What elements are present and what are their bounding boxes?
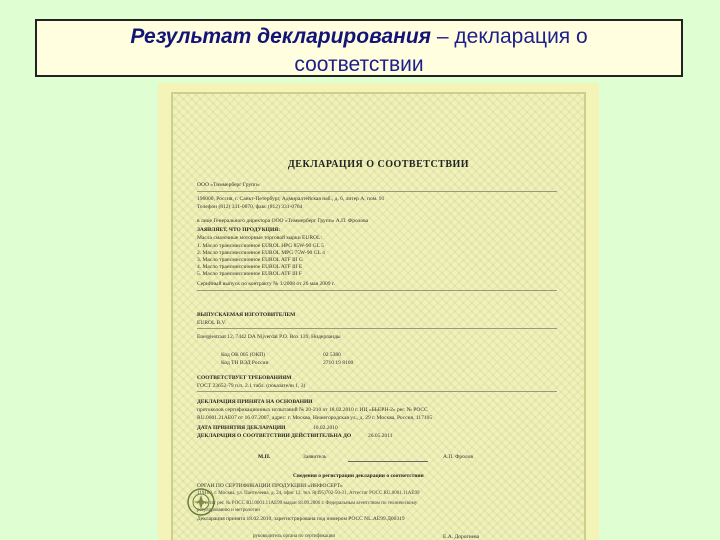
slide-title-rest-line1: декларация о <box>454 25 588 48</box>
company-address: 196000, Россия, г. Санкт-Петербург, Адмиралтейская наб., д. 6, литер А, пом. 91 <box>197 196 385 202</box>
document-heading: ДЕКЛАРАЦИЯ О СООТВЕТСТВИИ <box>287 159 470 170</box>
code-okp-label: Код ОК 005 (ОКП) <box>221 352 266 358</box>
product-item-3: 3. Масло трансмиссионное EUROL ATF III G <box>197 257 303 263</box>
slide-title-bold: Результат декларирования <box>130 25 432 48</box>
divider <box>197 328 557 329</box>
stamp-mark: М.П. <box>258 454 271 460</box>
slide-title-dash: – <box>431 25 455 48</box>
code-tnved-value: 2710 19 8100 <box>323 360 354 366</box>
signature-caption: руководитель органа по сертификации <box>253 534 336 539</box>
manufacturer-name: EUROL B.V. <box>197 320 227 326</box>
date-accept-label: ДАТА ПРИНЯТИЯ ДЕКЛАРАЦИИ <box>197 425 286 431</box>
product-item-1: 1. Масло трансмиссионное EUROL HPG 85W-90 GL 5 <box>197 243 324 249</box>
product-intro: Масла смазочные моторные торговой марки EUROL: <box>197 235 322 241</box>
signature-name: Е.А. Дорогиева <box>443 534 480 540</box>
basis-line-1: протоколов сертификационных испытаний № 20-210 от 18.02.2010 г. ИЦ «БЬЕРН-2» рег. № РОСС <box>197 407 428 413</box>
signature-line <box>348 461 428 462</box>
valid-until-value: 26.05.2011 <box>368 433 393 439</box>
code-okp-value: 02 5380 <box>323 352 341 358</box>
date-accept-value: 10.02.2010 <box>313 425 338 431</box>
declaration-document-image <box>158 83 599 540</box>
basis-line-2: RU.0001.21АЕ07 от 16.07.2007, адрес: г. Москва, Нижегородская ул., д. 29 г. Москва, Россия, 117105 <box>197 415 433 421</box>
valid-until-label: ДЕКЛАРАЦИЯ О СООТВЕТСТВИИ ДЕЙСТВИТЕЛЬНА ДО <box>197 433 352 439</box>
code-tnved-label: Код ТН ВЭД России <box>221 360 269 366</box>
product-item-5: 5. Масло трансмиссионное EUROL ATF III F <box>197 271 302 277</box>
requirements-label: СООТВЕТСТВУЕТ ТРЕБОВАНИЯМ <box>197 375 292 381</box>
registration-address: 119180, г. Москва, ул. Пантелеева, д. 24, офис 12, тел. 8(495)702-50-31, Аттестат РОСС RU.0001.11АЕ99 <box>197 491 420 496</box>
basis-label: ДЕКЛАРАЦИЯ ПРИНЯТА НА ОСНОВАНИИ <box>197 399 313 405</box>
applicant-name: А.П. Фролов <box>443 454 473 460</box>
product-item-2: 2. Масло трансмиссионное EUROL MPG 75W-90 GL 4 <box>197 250 325 256</box>
applicant-label: Заявитель <box>303 454 327 460</box>
registration-attestat: Аттестат рег. № РОСС RU.0001.11АЕ99 выдан 18.09.2006 г. Федеральным агентством по техническому <box>197 501 418 506</box>
declares-label: ЗАЯВЛЯЕТ, ЧТО ПРОДУКЦИЯ: <box>197 227 281 233</box>
manufacturer-address: Energiestraat 12, 7442 DA Nijverdal P.O. Box 139, Нидерланды <box>197 334 341 340</box>
requirements-text: ГОСТ 23652-79 п.п. 2.1 табл. (показатели 1, 3) <box>197 383 306 389</box>
divider <box>197 191 557 192</box>
represented-by: в лице Генерального директора ООО «Тиммерберг Групп» А.П. Фролова <box>197 218 369 224</box>
slide-title <box>35 19 683 77</box>
manufacturer-label: ВЫПУСКАЕМАЯ ИЗГОТОВИТЕЛЕМ <box>197 312 296 318</box>
divider <box>197 290 557 291</box>
product-item-4: 4. Масло трансмиссионное EUROL ATF III E <box>197 264 303 270</box>
registration-heading: Сведения о регистрации декларации о соответствии <box>293 473 424 479</box>
company-phone: Телефон (812) 331-0670, факс (812) 331-0764 <box>197 204 303 210</box>
emblem-icon <box>186 487 216 517</box>
registration-org: ОРГАН ПО СЕРТИФИКАЦИИ ПРОДУКЦИИ «ИНФОСЕРТ» <box>197 483 343 489</box>
company-name: ООО «Тиммерберг Групп» <box>197 182 260 188</box>
registration-regulation: регулированию и метрологии <box>197 508 260 513</box>
document-border <box>171 92 586 540</box>
slide-title-rest-line2: соответствии <box>294 53 424 76</box>
registration-number: Декларация принята 18.02.2010, зарегистрирована под номером РОСС NL.АЕ99.Д00319 <box>197 516 405 522</box>
divider <box>197 391 557 392</box>
serial-production: Серийный выпуск по контракту № 1/2008 от 26 мая 2009 г. <box>197 281 335 287</box>
